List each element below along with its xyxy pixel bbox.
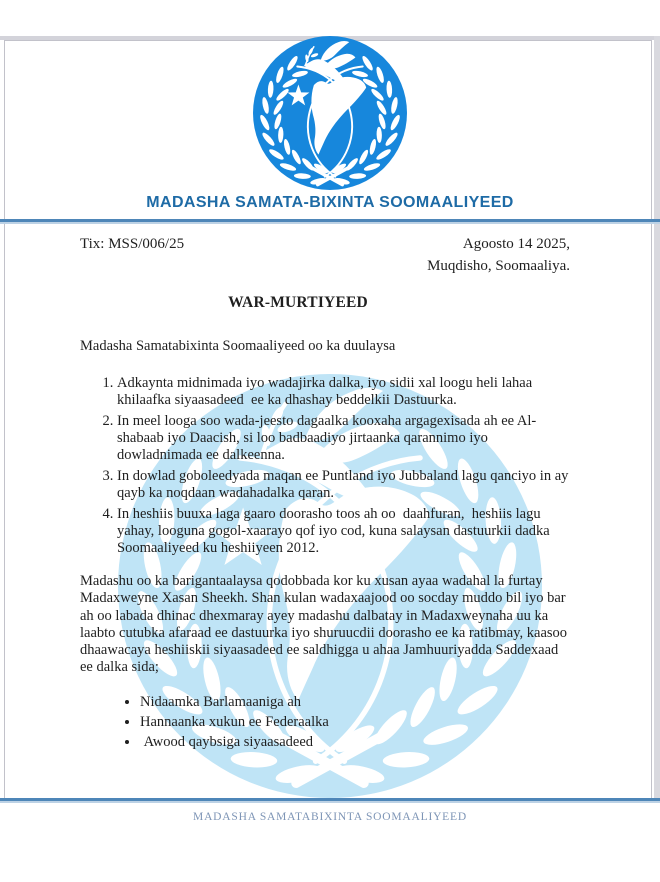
list-item: • Hannaanka xukun ee Federaalka (140, 714, 570, 731)
place-line: Muqdisho, Soomaaliya. (427, 257, 570, 274)
list-item: • Nidaamka Barlamaaniga ah (140, 694, 570, 711)
list-item: 4. In heshiis buuxa laga gaaro doorasho toos ah oo daahfuran, heshiis lagu yahay, looguna gogol-xaarayo qof iyo cod, kuna salaysan dastuurkii dadka Soomaaliyeed ku heshiiyeen 2012. (117, 506, 570, 558)
peace-dove-wreath-somalia-logo-icon (253, 36, 407, 190)
bullet-list (80, 694, 570, 751)
date-block (427, 234, 570, 278)
letterhead (0, 36, 660, 224)
document-title: WAR-MURTIYEED (228, 293, 368, 311)
main-paragraph: Madashu oo ka barigantaalaysa qodobbada kor ku xusan ayaa wadahal la furtay Madaxweyne Xasan Sheekh. Shan kulan wadaxaajood oo socday muddo bil iyo bar ah oo labada dhinac dhexmaray ayey madashu dalbatay in Madaxweynaha uu ka laabto cutubka afaraad ee dastuurka iyo shuruucdii doorasho ee ka ratibmay, kaasoo dhaawacaya heshiiskii siyaasadeed ee saldhigga u ahaa Jamhuuriyadda Saddexaad ee dalka sida; (80, 573, 568, 676)
header-divider (0, 219, 660, 224)
intro-line: Madasha Samatabixinta Soomaaliyeed oo ka duulaysa (80, 337, 396, 354)
page-footer (0, 798, 660, 882)
footer-organization-name: MADASHA SAMATABIXINTA SOOMAALIYEED (193, 811, 467, 823)
list-item: 3. In dowlad goboleedyada maqan ee Puntland iyo Jubbaland lagu qanciyo in ay qayb ka noqdaan wadahadalka qaran. (117, 468, 570, 502)
footer-divider (0, 798, 660, 803)
date-line: Agoosto 14 2025, (462, 236, 570, 252)
reference-number: Tix: MSS/006/25 (80, 236, 185, 252)
numbered-list (80, 374, 573, 558)
reference-row (80, 234, 570, 278)
list-item: 2. In meel looga soo wada-jeesto dagaalka kooxaha argagexisada ah ee Al-shabaab iyo Daacish, si loo badbaadiyo jirtaanka qarannimo iyo dowladnimada ee dalkeenna. (117, 413, 570, 465)
list-item: • Awood qaybsiga siyaasadeed (140, 734, 570, 751)
letter-body (0, 224, 660, 751)
organization-name: MADASHA SAMATA-BIXINTA SOOMAALIYEED (146, 194, 514, 211)
list-item: 1. Adkaynta midnimada iyo wadajirka dalka, iyo sidii xal loogu heli lahaa khilaafka siyaasadeed ee ka dhashay beddelkii Dastuurka. (117, 375, 570, 409)
